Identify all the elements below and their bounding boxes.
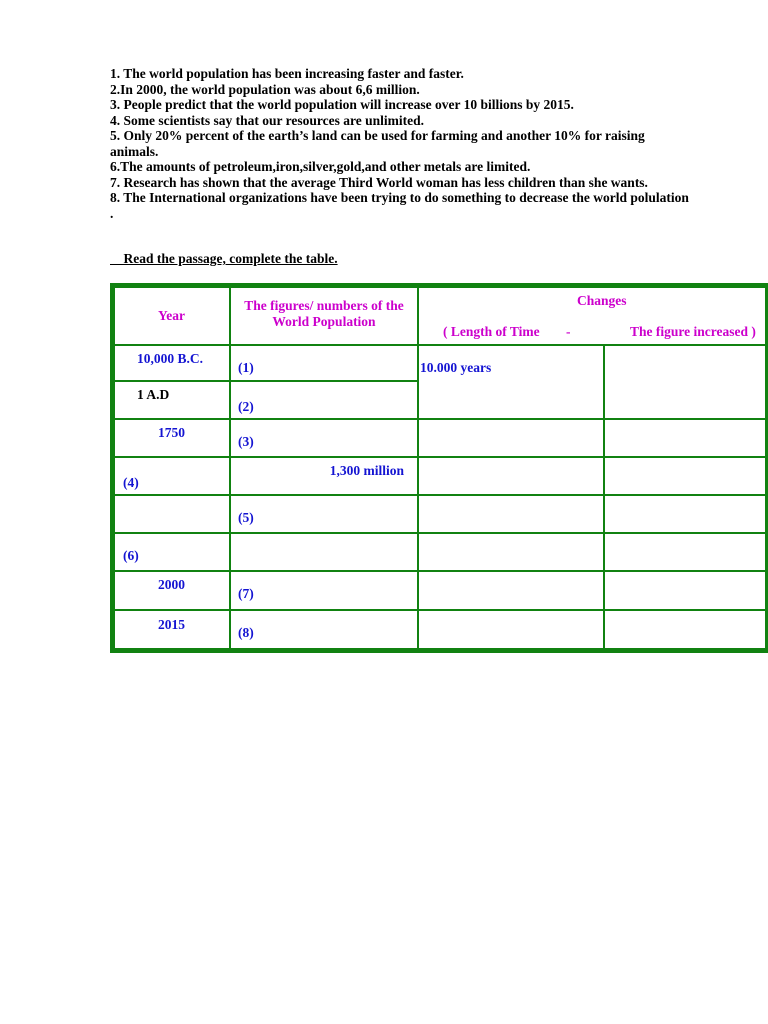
row-7-figure-text: (7) — [238, 586, 254, 601]
statement-7: 7. Research has shown that the average Third World woman has less children than she wants. — [110, 174, 648, 190]
row-3-year-text: 1750 — [158, 425, 185, 440]
row-3-increase — [603, 418, 768, 458]
statement-3: 3. People predict that the world population will increase over 10 billions by 2015. — [110, 97, 574, 112]
row-2-figure-text: (2) — [238, 399, 254, 414]
row-3-length — [417, 418, 605, 458]
header-figures — [229, 286, 419, 346]
header-year — [113, 286, 231, 346]
row-4-year-text: (4) — [123, 475, 139, 490]
statements-list — [110, 66, 690, 221]
row-7-length — [417, 570, 605, 611]
row-4-year — [113, 456, 231, 496]
header-length-label: ( Length of Time — [443, 324, 540, 339]
row-1-year — [113, 344, 231, 382]
row-4-figure — [229, 456, 419, 496]
row-7-figure — [229, 570, 419, 611]
header-year-label: Year — [158, 308, 185, 323]
row-1-year-text: 10,000 B.C. — [137, 351, 204, 366]
row-3-figure — [229, 418, 419, 458]
statement-8: 8. The International organizations have been trying to do something to decrease the world polulation . — [110, 190, 689, 221]
statement-6: 6.The amounts of petroleum,iron,silver,gold,and other metals are limited. — [110, 159, 531, 174]
statement-2: 2.In 2000, the world population was about 6,6 million. — [110, 81, 420, 97]
population-table — [110, 283, 768, 653]
row-3-year — [113, 418, 231, 458]
row-1-increase — [603, 344, 768, 420]
row-1-length — [417, 344, 605, 420]
row-5-length — [417, 494, 605, 534]
header-changes-label: Changes — [577, 293, 627, 308]
instruction-heading: Read the passage, complete the table. — [110, 251, 338, 266]
row-8-year — [113, 609, 231, 650]
row-6-year-text: (6) — [123, 548, 139, 563]
row-7-year — [113, 570, 231, 611]
row-5-figure — [229, 494, 419, 534]
row-6-length — [417, 532, 605, 572]
row-5-year — [113, 494, 231, 534]
row-2-figure — [229, 380, 419, 420]
row-5-figure-text: (5) — [238, 510, 254, 525]
header-increased-label: The figure increased ) — [630, 324, 756, 339]
row-8-year-text: 2015 — [158, 617, 185, 632]
row-7-year-text: 2000 — [158, 577, 185, 592]
row-8-increase — [603, 609, 768, 650]
header-dash: - — [566, 324, 571, 339]
row-6-increase — [603, 532, 768, 572]
row-2-year — [113, 380, 231, 420]
statement-5: 5. Only 20% percent of the earth’s land can be used for farming and another 10% for raising animals. — [110, 128, 645, 159]
row-1-figure — [229, 344, 419, 382]
statement-1: 1. The world population has been increasing faster and faster. — [110, 66, 464, 81]
header-changes — [417, 286, 768, 346]
row-3-figure-text: (3) — [238, 434, 254, 449]
header-figures-label: The figures/ numbers of the World Population — [244, 298, 404, 329]
row-2-year-text: 1 A.D — [137, 387, 170, 402]
statement-4: 4. Some scientists say that our resources are unlimited. — [110, 112, 424, 128]
row-5-increase — [603, 494, 768, 534]
row-6-year — [113, 532, 231, 572]
row-6-figure — [229, 532, 419, 572]
row-7-increase — [603, 570, 768, 611]
row-8-figure — [229, 609, 419, 650]
row-8-figure-text: (8) — [238, 625, 254, 640]
row-4-increase — [603, 456, 768, 496]
row-8-length — [417, 609, 605, 650]
row-1-figure-text: (1) — [238, 360, 254, 375]
row-1-length-text: 10.000 years — [420, 360, 492, 375]
row-4-length — [417, 456, 605, 496]
row-4-figure-text: 1,300 million — [329, 463, 404, 478]
